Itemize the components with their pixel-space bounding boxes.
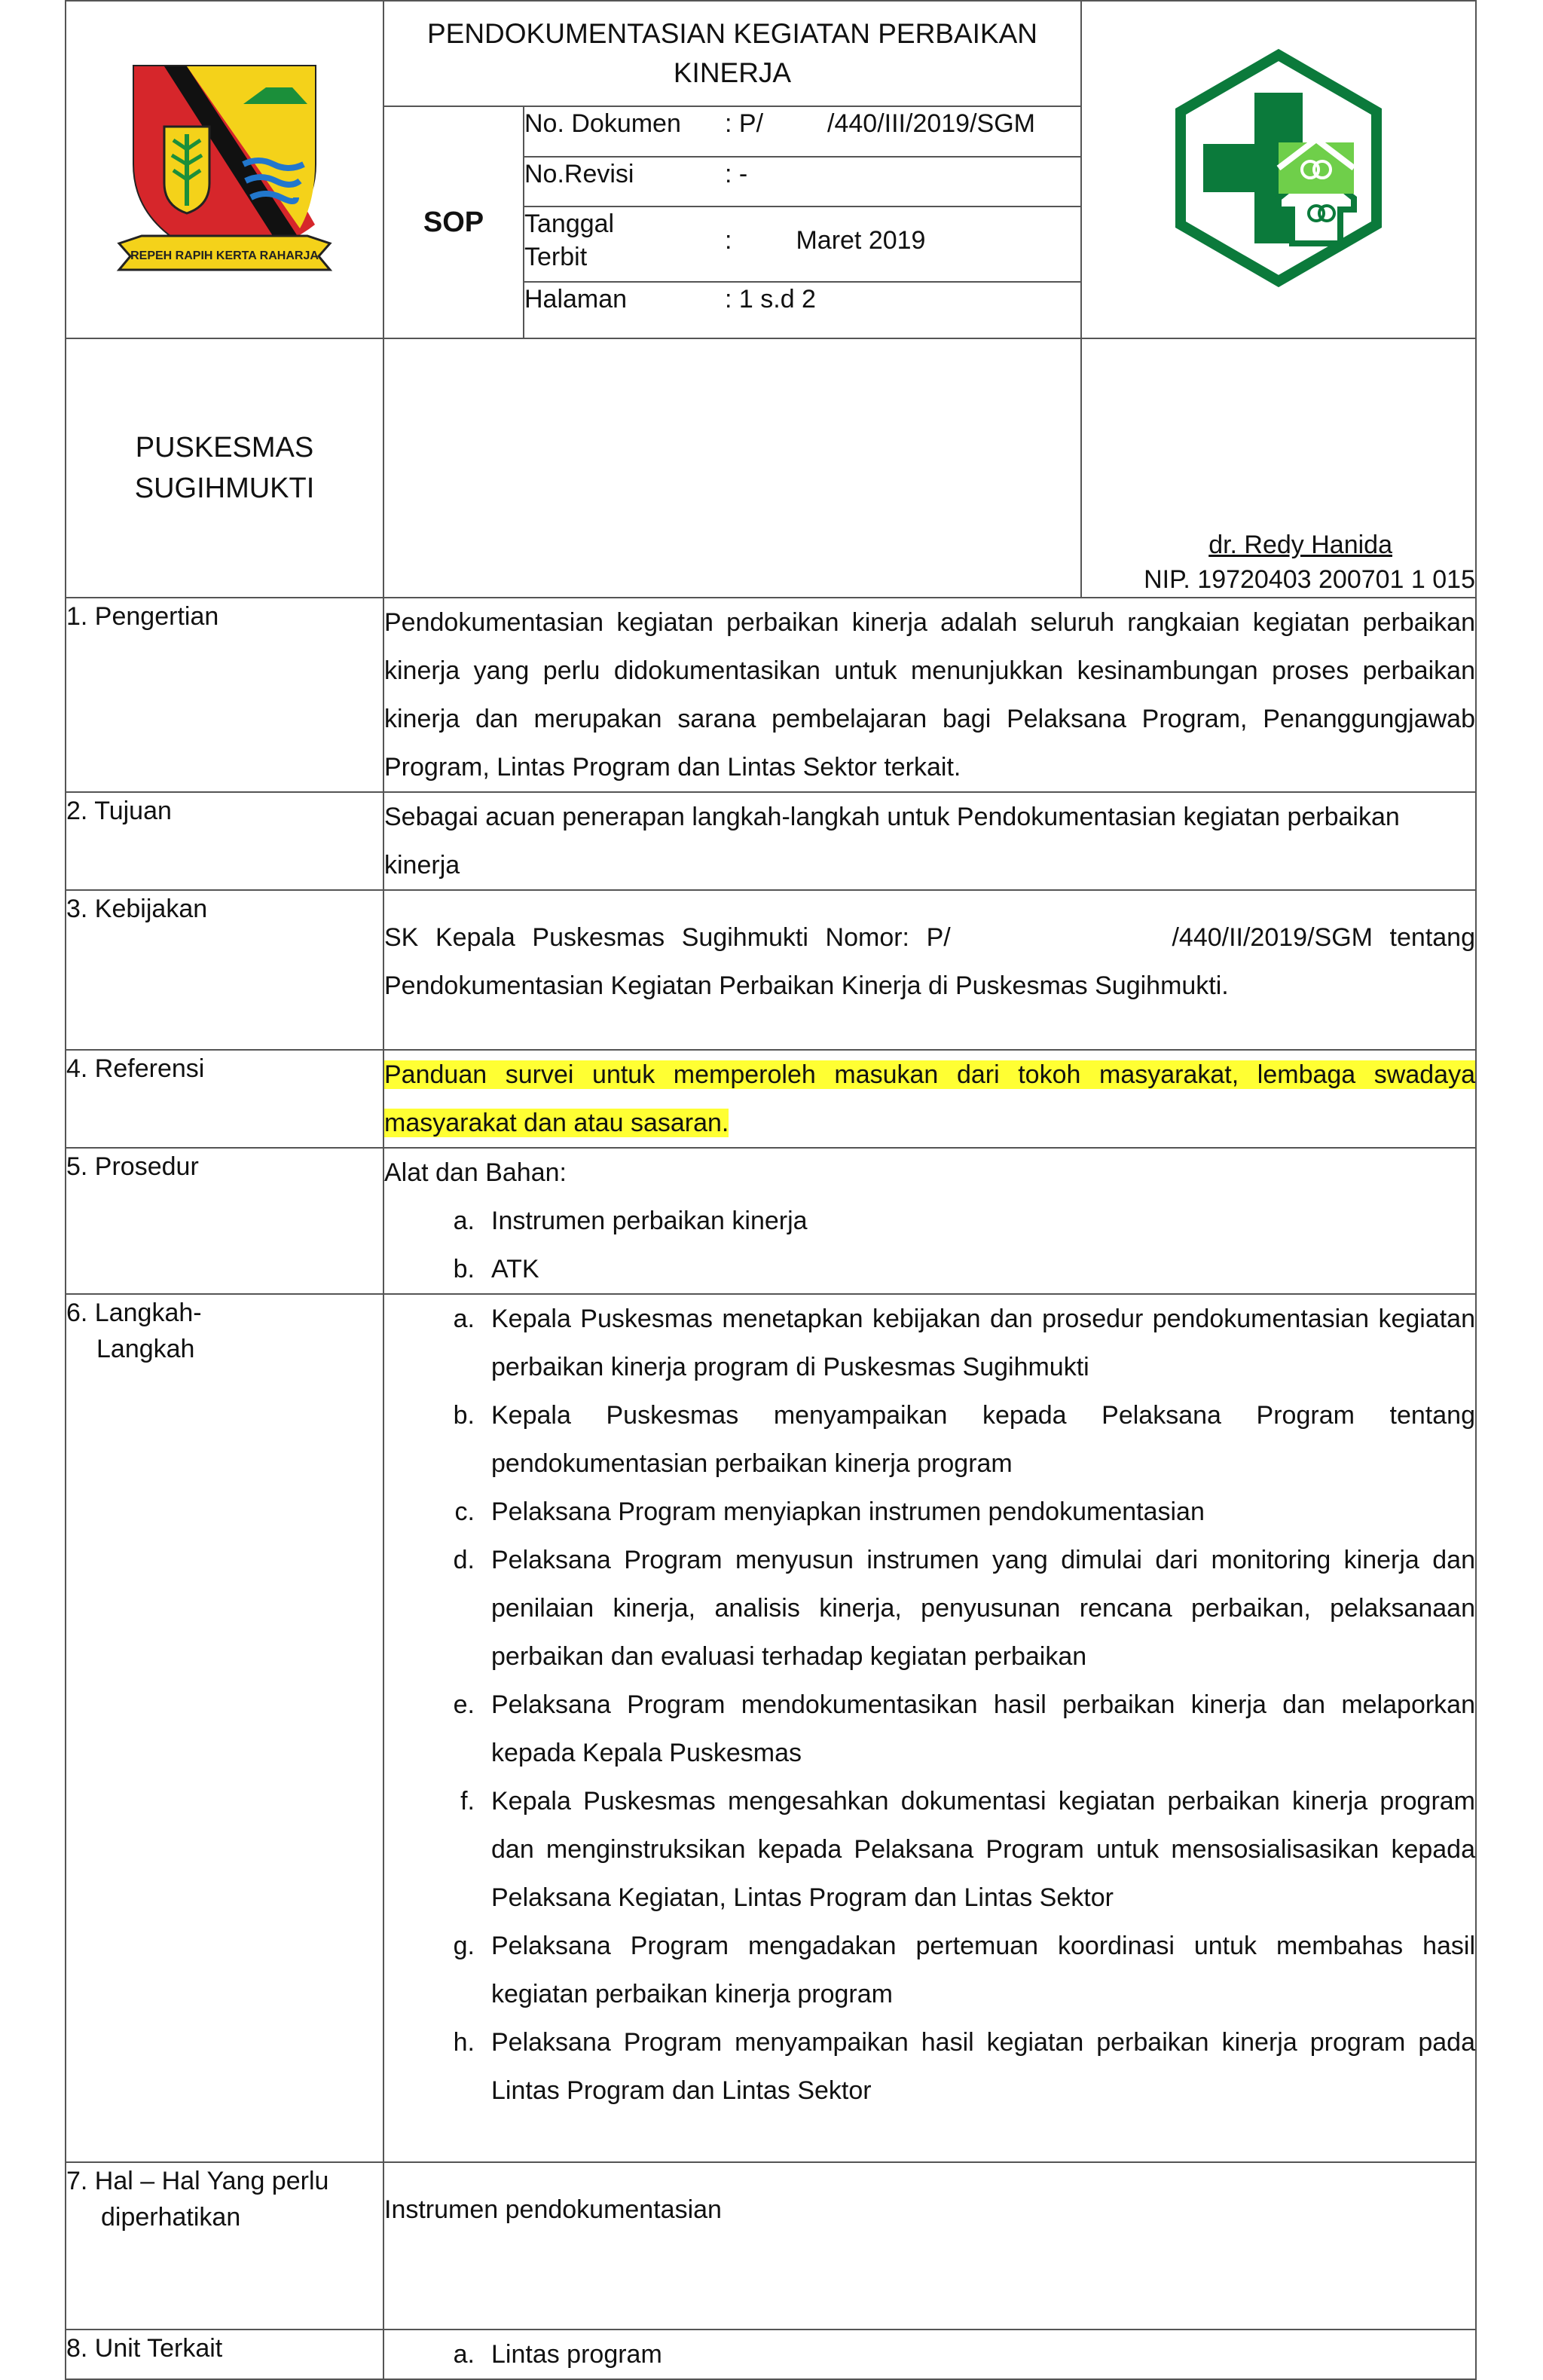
list-item: [384, 1197, 1475, 1245]
list-text: Pelaksana Program menyampaikan hasil kegiatan perbaikan kinerja program pada Lintas Program dan Lintas Sektor: [491, 2028, 1475, 2105]
section-kebijakan: SK Kepala Puskesmas Sugihmukti Nomor: P/ /440/II/2019/SGM tentang Pendokumentasian Kegiatan Perbaikan Kinerja di Puskesmas Sugihmukti.: [383, 890, 1476, 1050]
list-item: [384, 2018, 1475, 2115]
list-item: [384, 1922, 1475, 2018]
langkah-list: [384, 1295, 1475, 2115]
list-marker: h.: [453, 2028, 475, 2057]
section-pengertian: Pendokumentasian kegiatan perbaikan kinerja adalah seluruh rangkaian kegiatan perbaikan kinerja yang perlu didokumentasikan untuk menunjukkan kesinambungan proses perbaikan kinerja dan merupakan sarana pembelajaran bagi Pelaksana Program, Penanggungjawab Program, Lintas Program dan Lintas Sektor terkait.: [383, 598, 1476, 792]
section-label-tujuan: 2. Tujuan: [66, 792, 383, 890]
list-text: Pelaksana Program mengadakan pertemuan koordinasi untuk membahas hasil kegiatan perbaikan kinerja program: [491, 1932, 1475, 2008]
hal-label-line2: diperhatikan: [101, 2203, 241, 2232]
meta-label: No.Revisi: [524, 160, 634, 188]
meta-value: : P/ /440/III/2019/SGM: [725, 109, 1035, 138]
list-text: Kepala Puskesmas mengesahkan dokumentasi kegiatan perbaikan kinerja program dan menginstruksikan kepada Pelaksana Program untuk mensosialisasikan kepada Pelaksana Kegiatan, Lintas Program dan Lintas Sektor: [491, 1787, 1475, 1912]
meta-value: : Maret 2019: [725, 226, 926, 255]
list-text: Lintas program: [491, 2340, 662, 2369]
list-marker: b.: [453, 1255, 475, 1283]
list-text: Kepala Puskesmas menyampaikan kepada Pelaksana Program tentang pendokumentasian perbaikan kinerja program: [491, 1401, 1475, 1478]
section-referensi: [383, 1050, 1476, 1148]
prosedur-intro: Alat dan Bahan:: [384, 1158, 567, 1187]
signatory-nip: NIP. 19720403 200701 1 015: [1144, 565, 1475, 594]
section-label-unit: 8. Unit Terkait: [66, 2330, 383, 2379]
left-logo-cell: [66, 1, 383, 338]
section-langkah: [383, 1294, 1476, 2162]
section-tujuan: Sebagai acuan penerapan langkah-langkah untuk Pendokumentasian kegiatan perbaikan kinerja: [383, 792, 1476, 890]
blank-cell: [383, 338, 1081, 598]
list-item: [384, 1488, 1475, 1536]
signatory-name: dr. Redy Hanida: [1208, 531, 1392, 559]
puskesmas-logo-icon: [1166, 47, 1392, 289]
section-label-prosedur: 5. Prosedur: [66, 1148, 383, 1294]
highlighted-reference: Panduan survei untuk memperoleh masukan dari tokoh masyarakat, lembaga swadaya masyarakat dan atau sasaran.: [384, 1060, 1475, 1137]
list-text: Instrumen perbaikan kinerja: [491, 1207, 808, 1235]
list-item: [384, 2330, 1475, 2378]
list-text: Pelaksana Program menyiapkan instrumen pendokumentasian: [491, 1497, 1205, 1526]
list-marker: c.: [454, 1497, 475, 1526]
document-title: PENDOKUMENTASIAN KEGIATAN PERBAIKAN KINERJA: [383, 1, 1081, 106]
meta-value: : 1 s.d 2: [725, 285, 816, 314]
list-text: ATK: [491, 1255, 539, 1283]
list-marker: a.: [453, 2340, 475, 2369]
right-logo-cell: [1081, 1, 1476, 338]
meta-no-dokumen: [524, 107, 1080, 157]
section-hal: Instrumen pendokumentasian: [383, 2162, 1476, 2330]
org-text: PUSKESMAS SUGIHMUKTI: [134, 432, 315, 504]
list-marker: g.: [453, 1932, 475, 1960]
meta-tanggal-terbit: [524, 206, 1080, 282]
prosedur-list: [384, 1197, 1475, 1293]
list-text: Kepala Puskesmas menetapkan kebijakan dan prosedur pendokumentasian kegiatan perbaikan kinerja program di Puskesmas Sugihmukti: [491, 1305, 1475, 1381]
meta-no-revisi: [524, 157, 1080, 206]
langkah-label-line1: 6. Langkah-: [66, 1299, 202, 1327]
list-marker: e.: [453, 1690, 475, 1719]
bandung-regency-emblem-icon: [112, 51, 338, 285]
meta-value: : -: [725, 160, 748, 188]
organization-name: [66, 338, 383, 598]
unit-list: [384, 2330, 1475, 2378]
meta-cell: [524, 106, 1081, 338]
list-marker: a.: [453, 1207, 475, 1235]
meta-label: Halaman: [524, 285, 628, 314]
section-label-langkah: [66, 1294, 383, 2162]
section-label-referensi: 4. Referensi: [66, 1050, 383, 1148]
list-marker: b.: [453, 1401, 475, 1430]
logo-motto: REPEH RAPIH KERTA RAHARJA: [130, 249, 319, 262]
section-label-kebijakan: 3. Kebijakan: [66, 890, 383, 1050]
section-prosedur: [383, 1148, 1476, 1294]
section-unit: [383, 2330, 1476, 2379]
meta-halaman: [524, 282, 1080, 338]
sop-document: [65, 0, 1483, 2380]
list-item: [384, 1777, 1475, 1922]
meta-label: No. Dokumen: [524, 109, 681, 138]
meta-label: Tanggal Terbit: [524, 210, 615, 271]
sop-table: [65, 0, 1483, 2380]
list-item: [384, 1245, 1475, 1293]
list-text: Pelaksana Program mendokumentasikan hasil perbaikan kinerja dan melaporkan kepada Kepala Puskesmas: [491, 1690, 1475, 1767]
list-item: [384, 1681, 1475, 1777]
list-item: [384, 1536, 1475, 1681]
langkah-label-line2: Langkah: [96, 1335, 195, 1363]
list-marker: d.: [453, 1546, 475, 1574]
list-marker: f.: [460, 1787, 475, 1816]
section-label-hal: [66, 2162, 383, 2330]
section-label-pengertian: 1. Pengertian: [66, 598, 383, 792]
list-item: [384, 1391, 1475, 1488]
hal-label-line1: 7. Hal – Hal Yang perlu: [66, 2167, 329, 2195]
list-text: Pelaksana Program menyusun instrumen yang dimulai dari monitoring kinerja dan penilaian kinerja, analisis kinerja, penyusunan rencana perbaikan, pelaksanaan perbaikan dan evaluasi terhadap kegiatan perbaikan: [491, 1546, 1475, 1671]
signature-block: [1081, 338, 1476, 598]
sop-label: SOP: [383, 106, 524, 338]
list-item: [384, 1295, 1475, 1391]
list-marker: a.: [453, 1305, 475, 1333]
